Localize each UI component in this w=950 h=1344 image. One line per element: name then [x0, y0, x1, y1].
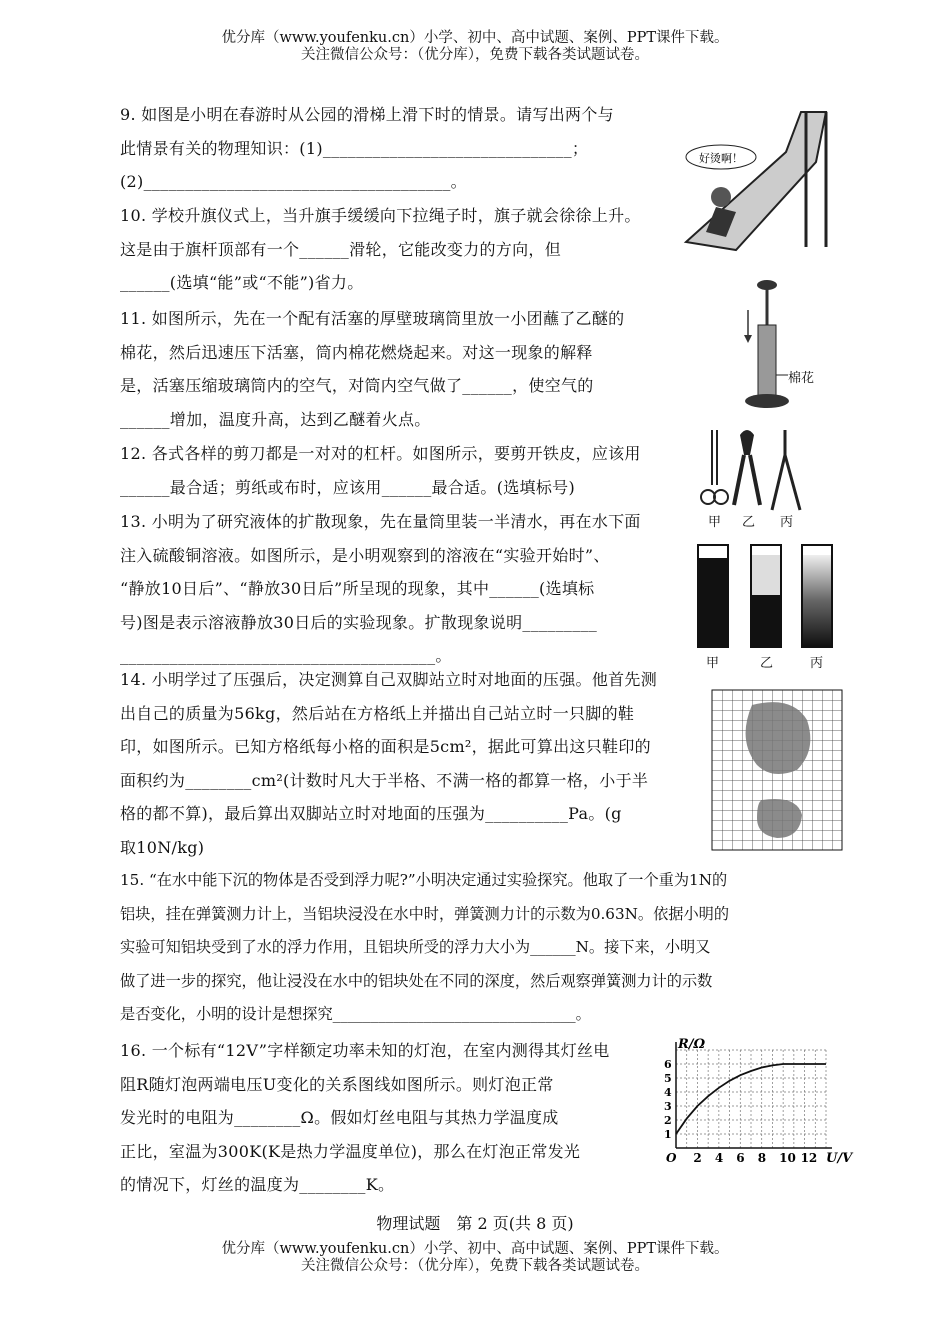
question-line: 格的都不算)，最后算出双脚站立时对地面的压强为__________Pa。(g	[120, 804, 622, 823]
question-line: 是，活塞压缩玻璃筒内的空气，对筒内空气做了______，使空气的	[120, 376, 594, 395]
y-tick-label: 5	[664, 1072, 672, 1085]
slide-bubble-text: 好烫啊！	[699, 152, 743, 165]
scissor-label-yi: 乙	[742, 514, 756, 529]
question-line: “静放10日后”、“静放30日后”所呈现的现象，其中______(选填标	[120, 579, 595, 598]
question-line: 此情景有关的物理知识：(1)______________________________；	[120, 138, 589, 158]
question-line: 的情况下，灯丝的温度为________K。	[120, 1175, 395, 1194]
footer-line-1: 优分库（www.youfenku.cn）小学、初中、高中试题、案例、PPT课件下载。	[221, 1241, 729, 1257]
y-tick-label: 4	[664, 1086, 672, 1099]
question-line: 是否变化，小明的设计是想探究________________________________。	[120, 1005, 591, 1023]
x-tick-label: 6	[736, 1151, 745, 1165]
question-16	[120, 1034, 610, 1202]
question-12	[120, 437, 641, 504]
x-tick-label: O	[666, 1151, 677, 1165]
question-9	[120, 98, 614, 199]
cotton-label: 棉花	[788, 370, 815, 385]
question-line: 14. 小明学过了压强后，决定测算自己双脚站立时对地面的压强。他首先测	[120, 670, 658, 689]
question-line: 发光时的电阻为________Ω。假如灯丝电阻与其热力学温度成	[120, 1108, 559, 1127]
ru-chart	[658, 1037, 853, 1168]
question-line: 棉花，然后迅速压下活塞，筒内棉花燃烧起来。对这一现象的解释	[120, 342, 593, 362]
scissor-label-jia: 甲	[708, 514, 722, 529]
question-line: 号)图是表示溶液静放30日后的实验现象。扩散现象说明_________	[120, 612, 598, 632]
question-line: 正比，室温为300K(K是热力学温度单位)，那么在灯泡正常发光	[120, 1141, 581, 1161]
page-footer: 物理试题 第 2 页(共 8 页)	[376, 1214, 574, 1233]
x-tick-label: 12	[800, 1151, 818, 1165]
x-tick-label: 10	[779, 1151, 796, 1165]
question-line: 阻R随灯泡两端电压U变化的关系图线如图所示。则灯泡正常	[120, 1074, 554, 1094]
question-line: 出自己的质量为56kg，然后站在方格纸上并描出自己站立时一只脚的鞋	[120, 703, 635, 723]
question-line: ______(选填“能”或“不能”)省力。	[120, 273, 364, 292]
question-10	[120, 199, 641, 300]
question-line: 11. 如图所示，先在一个配有活塞的厚壁玻璃筒里放一小团蘸了乙醚的	[120, 309, 625, 328]
x-tick-label: 2	[693, 1151, 702, 1165]
scissor-label-bing: 丙	[780, 514, 794, 529]
slide-figure	[676, 102, 846, 252]
y-axis-label: R/Ω	[678, 1037, 706, 1052]
question-line: ______增加，温度升高，达到乙醚着火点。	[120, 409, 431, 429]
ru-chart-svg	[658, 1037, 853, 1168]
question-line: 铝块，挂在弹簧测力计上，当铝块浸没在水中时，弹簧测力计的示数为0.63N。依据小明的	[120, 904, 730, 923]
y-tick-label: 1	[664, 1128, 672, 1141]
cylinders-figure	[692, 540, 842, 670]
question-line: 16. 一个标有“12V”字样额定功率未知的灯泡，在室内测得其灯丝电	[120, 1041, 610, 1060]
header-line-2: 关注微信公众号：（优分库），免费下载各类试题试卷。	[301, 47, 649, 63]
question-13	[120, 505, 641, 673]
x-axis-label: U/V	[826, 1151, 853, 1166]
question-11	[120, 302, 624, 436]
question-line: ______________________________________。	[120, 646, 452, 665]
question-line: 面积约为________cm²(计数时凡大于半格、不满一格的都算一格，小于半	[120, 770, 649, 790]
question-line: 实验可知铝块受到了水的浮力作用，且铝块所受的浮力大小为______N。接下来，小明又	[120, 938, 711, 956]
footer-line-2: 关注微信公众号：（优分库），免费下载各类试题试卷。	[301, 1258, 649, 1274]
question-line: 15. “在水中能下沉的物体是否受到浮力呢?”小明决定通过实验探究。他取了一个重为1N的	[120, 871, 728, 889]
question-line: 印，如图所示。已知方格纸每小格的面积是5cm²，据此可算出这只鞋印的	[120, 737, 651, 756]
cylinder-label-yi: 乙	[760, 655, 774, 670]
y-tick-label: 2	[664, 1114, 672, 1127]
x-tick-label: 4	[714, 1151, 724, 1165]
cylinder-label-bing: 丙	[810, 655, 824, 670]
question-line: 注入硫酸铜溶液。如图所示，是小明观察到的溶液在“实验开始时”、	[120, 545, 610, 565]
question-15	[120, 864, 729, 1032]
question-line: 做了进一步的探究，他让浸没在水中的铝块处在不同的深度，然后观察弹簧测力计的示数	[120, 971, 713, 990]
y-tick-label: 6	[664, 1058, 672, 1071]
y-tick-label: 3	[664, 1100, 672, 1113]
fire-syringe-figure	[740, 275, 825, 410]
scissors-figure	[700, 425, 810, 530]
cylinder-label-jia: 甲	[706, 655, 720, 670]
question-line: (2)_____________________________________。	[120, 172, 467, 191]
question-line: 取10N/kg)	[120, 837, 205, 857]
question-line: 13. 小明为了研究液体的扩散现象，先在量筒里装一半清水，再在水下面	[120, 512, 641, 531]
header-line-1: 优分库（www.youfenku.cn）小学、初中、高中试题、案例、PPT课件下载。	[221, 30, 729, 46]
question-line: 9. 如图是小明在春游时从公园的滑梯上滑下时的情景。请写出两个与	[120, 105, 614, 124]
question-14	[120, 663, 657, 864]
x-tick-label: 8	[757, 1151, 767, 1165]
question-line: ______最合适；剪纸或布时，应该用______最合适。(选填标号)	[120, 477, 575, 497]
shoeprint-grid-figure	[712, 690, 842, 850]
question-line: 12. 各式各样的剪刀都是一对对的杠杆。如图所示，要剪开铁皮，应该用	[120, 444, 641, 463]
question-line: 10. 学校升旗仪式上，当升旗手缓缓向下拉绳子时，旗子就会徐徐上升。	[120, 206, 641, 225]
question-line: 这是由于旗杆顶部有一个______滑轮，它能改变力的方向，但	[120, 239, 562, 259]
